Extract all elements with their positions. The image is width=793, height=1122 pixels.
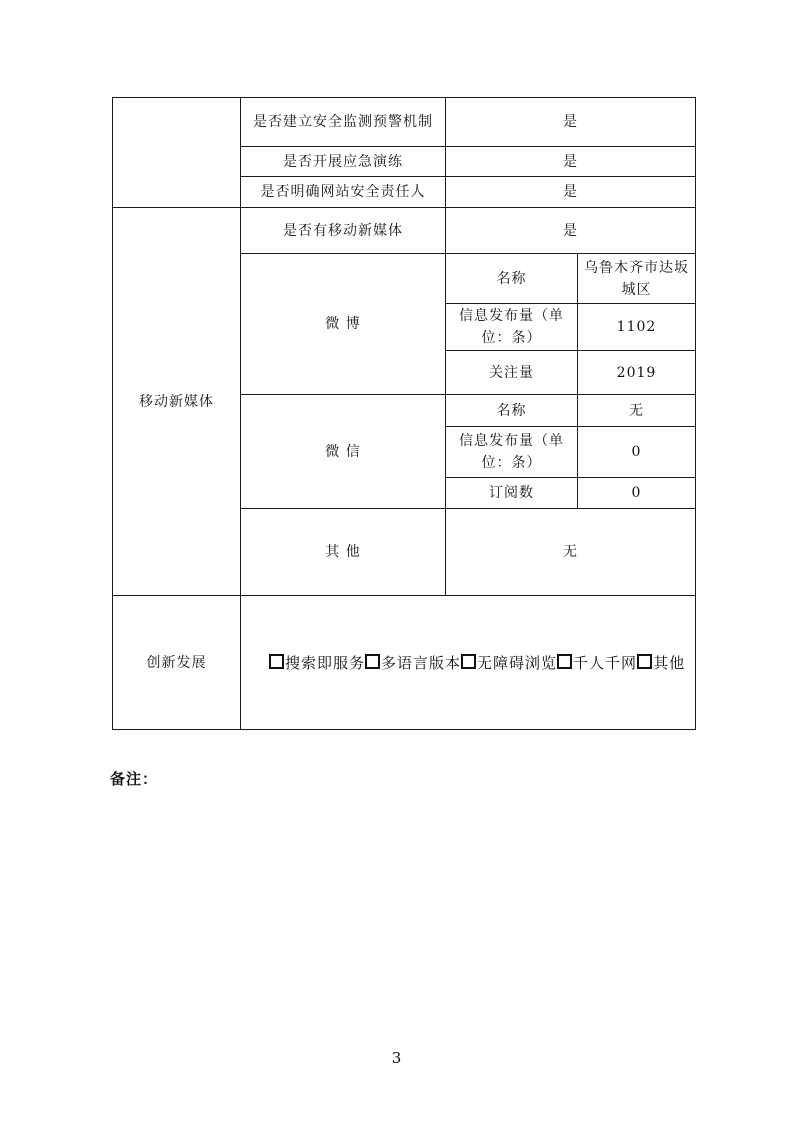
weibo-posts-value: 1102 — [578, 304, 696, 351]
innovation-option[interactable]: 千人千网 — [557, 654, 637, 672]
innovation-options — [241, 596, 696, 730]
checkbox-icon[interactable] — [365, 654, 380, 669]
wechat-subscribers-label: 订阅数 — [446, 478, 578, 509]
wechat-subscribers-value: 0 — [578, 478, 696, 509]
notes-label: 备注： — [110, 770, 159, 788]
weibo-name-value: 乌鲁木齐市达坂城区 — [578, 254, 696, 304]
innovation-option[interactable]: 搜索即服务 — [269, 654, 365, 672]
other-value: 无 — [446, 509, 696, 596]
innovation-option[interactable]: 无障碍浏览 — [461, 654, 557, 672]
other-label: 其 他 — [241, 509, 446, 596]
row-value: 是 — [446, 98, 696, 147]
page-number: 3 — [391, 1049, 402, 1067]
wechat-name-value: 无 — [578, 395, 696, 427]
innovation-section-label: 创新发展 — [113, 596, 241, 730]
row-label: 是否明确网站安全责任人 — [241, 177, 446, 208]
table-row — [113, 98, 696, 147]
row-label: 是否建立安全监测预警机制 — [241, 98, 446, 147]
weibo-posts-label: 信息发布量（单位：条） — [446, 304, 578, 351]
row-value: 是 — [446, 208, 696, 254]
checkbox-icon[interactable] — [461, 654, 476, 669]
table-row — [113, 596, 696, 730]
weibo-name-label: 名称 — [446, 254, 578, 304]
checkbox-icon[interactable] — [557, 654, 572, 669]
weibo-label: 微 博 — [241, 254, 446, 395]
row-label: 是否开展应急演练 — [241, 147, 446, 177]
weibo-followers-label: 关注量 — [446, 351, 578, 395]
checkbox-icon[interactable] — [637, 654, 652, 669]
checkbox-icon[interactable] — [269, 654, 284, 669]
weibo-followers-value: 2019 — [578, 351, 696, 395]
table-row — [113, 208, 696, 254]
innovation-option[interactable]: 其他 — [637, 654, 685, 672]
row-value: 是 — [446, 147, 696, 177]
wechat-posts-value: 0 — [578, 427, 696, 478]
security-section-cell — [113, 98, 241, 208]
row-value: 是 — [446, 177, 696, 208]
wechat-name-label: 名称 — [446, 395, 578, 427]
innovation-option[interactable]: 多语言版本 — [365, 654, 461, 672]
website-report-table — [112, 97, 696, 730]
row-label: 是否有移动新媒体 — [241, 208, 446, 254]
wechat-posts-label: 信息发布量（单位：条） — [446, 427, 578, 478]
mobile-media-section-label: 移动新媒体 — [113, 208, 241, 596]
wechat-label: 微 信 — [241, 395, 446, 509]
